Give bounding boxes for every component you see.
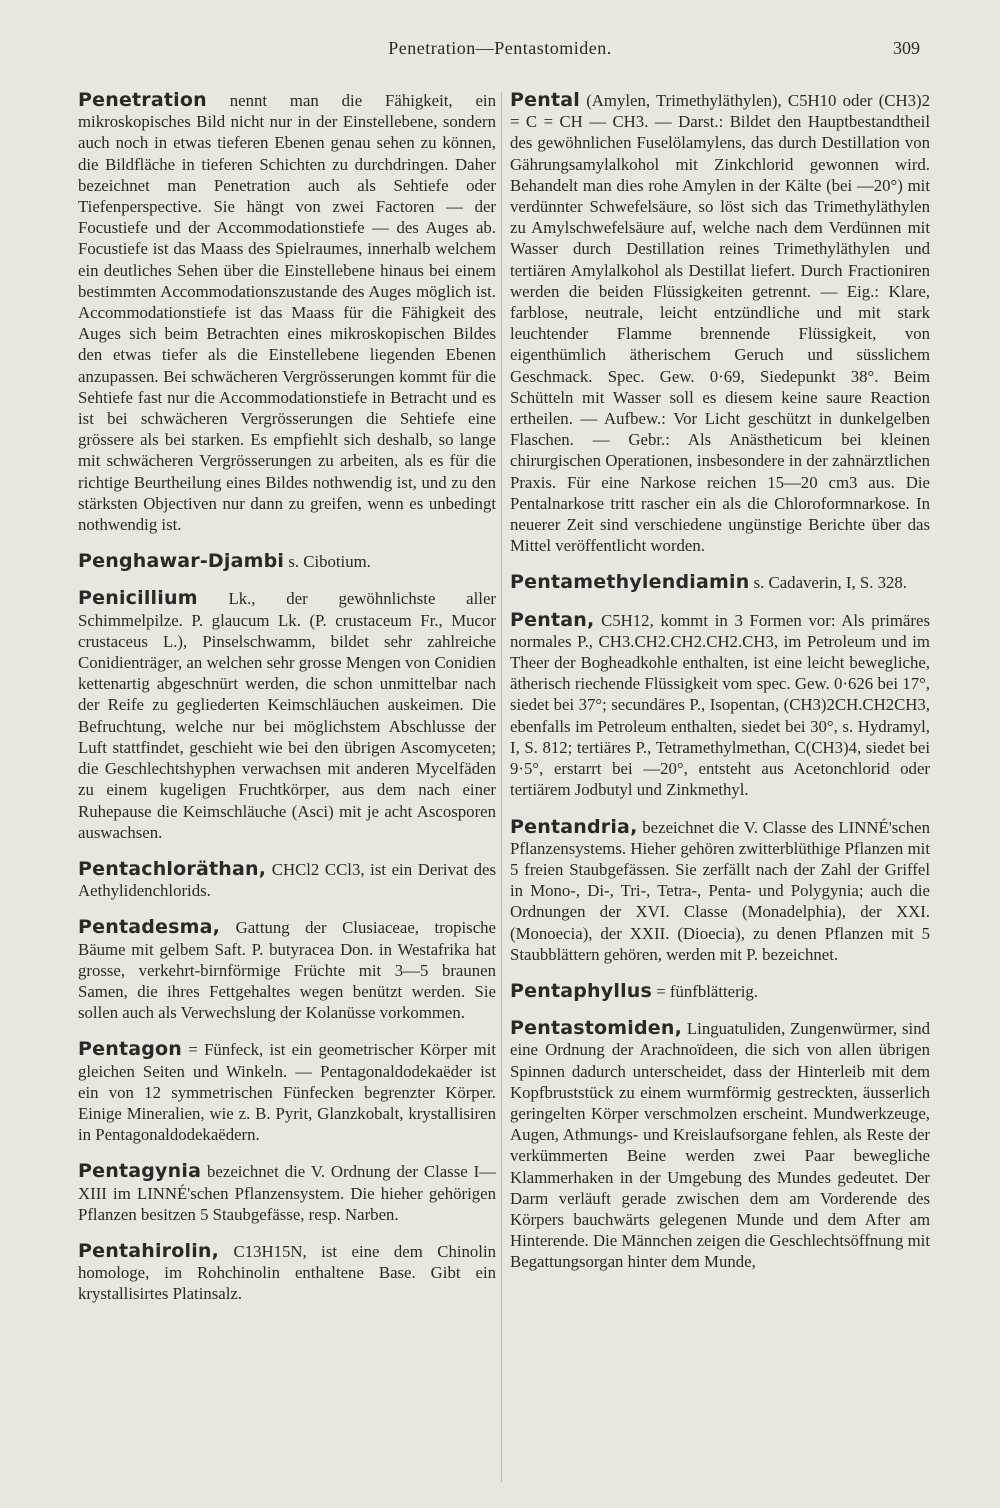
headword: Penetration — [78, 89, 207, 111]
entry-text: (Amylen, Trimethyläthylen), C5H10 oder (CH3)2 = C = CH — CH3. — Darst.: Bildet den Hauptbestandtheil des gewöhnlichen Fuselölamylens, das durch Destillation von Gährungsamylalkohol mit Zinkchlorid gewonnen wird. Behandelt man dies rohe Amylen in der Kälte (bei —20°) mit verdünnter Schwefelsäure, so löst sich das Trimethyläthylen zu Amylschwefelsäure auf, welche nach dem Verdünnen mit Wasser durch Destillation reines Trimethyläthylen und tertiären Amylalkohol als Destillat liefert. Durch Fractioniren werden die beiden Flüssigkeiten getrennt. — Eig.: Klare, farblose, neutrale, leicht entzündliche und mit stark leuchtender Flamme brennende Flüssigkeit, von eigenthümlich ätherischem Geruch und süsslichem Geschmack. Spec. Gew. 0·69, Siedepunkt 38°. Beim Schütteln mit Wasser soll es diesem keine saure Reaction ertheilen. — Aufbew.: Vor Licht geschützt in dunkelgelben Flaschen. — Gebr.: Als Anästheticum bei kleinen chirurgischen Operationen, insbesondere in der zahnärztlichen Praxis. Für eine Narkose reichen 15—20 cm3 aus. Die Pentalnarkose tritt rascher ein als die Chloroformnarkose. In neuerer Zeit sind verschiedene ungünstige Berichte über das Mittel veröffentlicht worden. — [510, 91, 930, 556]
entry-text: Linguatuliden, Zungenwürmer, sind eine Ordnung der Arachnoïdeen, die sich von allen übrigen Spinnen dadurch unterscheidet, dass der Hinterleib mit dem Kopfbruststück zu einem wurmförmig gestreckten, äusserlich geringelten Körper verschmolzen erscheint. Mundwerkzeuge, Augen, Athmungs- und Kreislaufsorgane fehlen, als Reste der verkümmerten Beine werden zwei Paar bewegliche Klammerhaken in der Umgebung des Mundes gedeutet. Der Darm verläuft gerade zwischen dem am Vorderende des Körpers bauchwärts gelegenen Munde und dem After am Hinterende. Die Männchen zeigen die Geschlechtsöffnung mit Begattungsorgan hinter dem Munde, — [510, 1019, 930, 1272]
left-column — [78, 90, 496, 1478]
entry-pentaphyllus — [510, 981, 930, 1002]
entry-text: s. Cibotium. — [284, 552, 371, 572]
entry-penetration — [78, 90, 496, 535]
headword: Pentadesma, — [78, 916, 221, 939]
page-header — [0, 38, 1000, 68]
entry-text: = Fünfeck, ist ein geometrischer Körper mit gleichen Seiten und Winkeln. — Pentagonaldodekaëder ist ein von 12 symmetrischen Fünfecken begrenzter Körper. Einige Mineralien, wie z. B. Pyrit, Glanzkobalt, krystallisiren in Pentagonaldodekaëdern. — [78, 1040, 496, 1145]
entry-text: nennt man die Fähigkeit, ein mikroskopisches Bild nicht nur in der Einstellebene, sondern auch noch in etwas tieferen Ebenen genau sehen zu können, die Bildfläche in tieferen Schichten zu durchdringen. Daher bezeichnet man Penetration auch als Sehtiefe oder Tiefenperspective. Sie hängt von zwei Factoren — der Focustiefe und der Accommodationstiefe — des Auges ab. Focustiefe ist das Maass des Spielraumes, innerhalb welchem ein deutliches Sehen über die Einstellebene hinaus bei einem bestimmten Accommodationszustande des Auges möglich ist. Accommodationstiefe ist das Maass für die Fähigkeit des Auges sich beim Betrachten eines mikroskopischen Bildes den etwas tiefer als die Einstellebene liegenden Ebenen anzupassen. Bei schwächeren Vergrösserungen kommt für die Sehtiefe fast nur die Accommodationstiefe in Betracht und es ist bei schwächeren Vergrösserungen die Sehtiefe eine grössere als bei starken. Es empfiehlt sich deshalb, so lange mit schwächeren Vergrösserungen zu arbeiten, als es für die richtige Beurtheilung eines Bildes nothwendig ist, und zu den stärksten Objectiven nur dann zu greifen, wenn es unbedingt nothwendig ist. — [78, 91, 496, 535]
entry-text: Lk., der gewöhnlichste aller Schimmelpilze. P. glaucum Lk. (P. crustaceum Fr., Mucor crustaceus L.), Pinselschwamm, bildet sehr zahlreiche Conidienträger, an welchen sehr grosse Mengen von Conidien kettenartig abgeschnürt werden, die schon unmittelbar nach der Reife zu gegliederten Keimschläuchen auskeimen. Die Befruchtung, welche nur bei möglichstem Abschlusse der Luft stattfindet, geschieht wie bei den übrigen Ascomyceten; die Geschlechtshyphen verwachsen mit anderen Mycelfäden zu einem kugeligen Fruchtkörper, aus dem nach einer Ruhepause die Keimschläuche (Asci) mit je acht Ascosporen auswachsen. — [78, 589, 496, 842]
entry-text: = fünfblätterig. — [652, 981, 758, 1001]
entry-text: CHCl2 CCl3, ist ein Derivat des Aethylidenchlorids. — [78, 859, 496, 901]
entry-pentadesma — [78, 917, 496, 1023]
headword: Pentagynia — [78, 1160, 202, 1183]
entry-pentachlorathan — [78, 859, 496, 901]
entry-penghawar-djambi — [78, 551, 496, 572]
entry-text: bezeichnet die V. Classe des LINNÉ'schen Pflanzensystems. Hieher gehören zwitterblüthige Pflanzen mit 5 freien Staubgefässen. Sie zerfällt nach der Zahl der Griffel in Mono-, Di-, Tri-, Tetra-, Penta- und Polygynia; auch die Ordnungen der XVI. Classe (Monadelphia), der XXI. (Monoecia), der XXII. (Dioecia), zu denen Pflanzen mit 5 Staubblättern gehören, werden mit P. bezeichnet. — [510, 817, 930, 964]
headword: Pentagon — [78, 1038, 183, 1061]
headword: Pentaphyllus — [510, 979, 653, 1002]
headword: Pentan, — [510, 608, 595, 631]
headword: Pentamethylendiamin — [510, 571, 750, 594]
entry-pentan — [510, 610, 930, 801]
page-number: 309 — [893, 38, 920, 58]
entry-pental — [510, 90, 930, 556]
entry-pentamethylendiamin — [510, 572, 930, 593]
headword: Pentastomiden, — [510, 1017, 683, 1040]
headword: Penicillium — [78, 587, 198, 610]
entry-text: bezeichnet die V. Ordnung der Classe I—XIII im LINNÉ'schen Pflanzensystem. Die hieher gehörigen Pflanzen besitzen 5 Staubgefässe, resp. Narben. — [78, 1162, 496, 1224]
entry-pentastomiden — [510, 1018, 930, 1272]
headword: Pental — [510, 89, 580, 111]
entry-text: C5H12, kommt in 3 Formen vor: Als primäres normales P., CH3.CH2.CH2.CH2.CH3, im Petroleum und im Theer der Bogheadkohle enthalten, ist eine leicht bewegliche, ätherisch riechende Flüssigkeit vom spec. Gew. 0·626 bei 17°, siedet bei 37°; secundäres P., Isopentan, (CH3)2CH.CH2CH3, ebenfalls im Petroleum enthalten, siedet bei 30°, s. Hydramyl, I, S. 812; tertiäres P., Tetramethylmethan, C(CH3)4, siedet bei 9·5°, erstarrt bei —20°, entsteht aus Acetonchlorid oder tertiärem Jodbutyl und Zinkmethyl. — [510, 610, 930, 800]
headword: Pentachloräthan, — [78, 857, 267, 880]
entry-text: s. Cadaverin, I, S. 328. — [749, 573, 907, 593]
right-column — [510, 90, 930, 1478]
entry-pentahirolin — [78, 1241, 496, 1305]
entry-text: C13H15N, ist eine dem Chinolin homologe, im Rohchinolin enthaltene Base. Gibt ein krystallisirtes Platinsalz. — [78, 1241, 496, 1304]
column-divider — [501, 92, 502, 1482]
headword: Penghawar-Djambi — [78, 550, 285, 573]
entry-text: Gattung der Clusiaceae, tropische Bäume mit gelbem Saft. P. butyracea Don. in Westafrika hat grosse, verkehrt-birnförmige Früchte mit 3—5 braunen Samen, die ihres Fettgehaltes wegen benützt werden. Sie sollen auch als Verwechslung der Kolanüsse vorkommen. — [78, 918, 496, 1023]
headword: Pentandria, — [510, 815, 638, 838]
entry-pentagon — [78, 1039, 496, 1145]
entry-pentagynia — [78, 1161, 496, 1225]
entry-penicillium — [78, 588, 496, 842]
running-head: Penetration—Pentastomiden. — [388, 38, 612, 58]
entry-pentandria — [510, 817, 930, 965]
headword: Pentahirolin, — [78, 1239, 220, 1262]
